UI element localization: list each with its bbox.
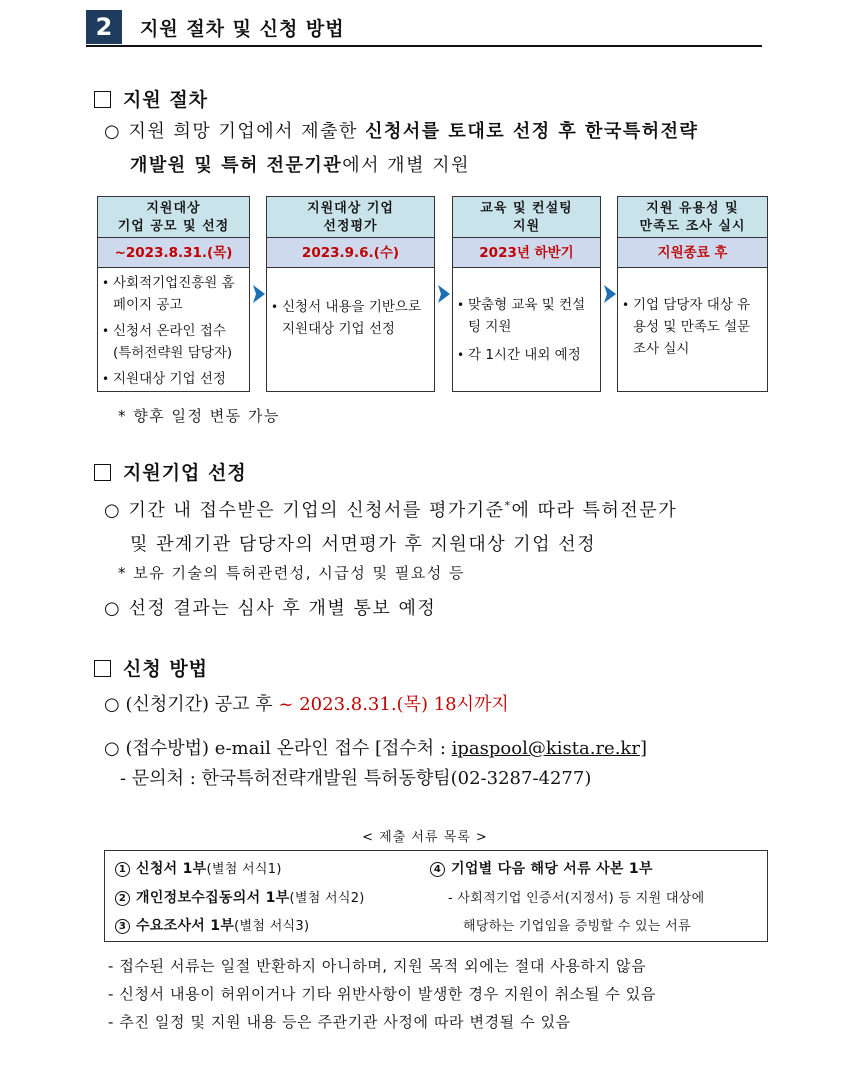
document-item-4-line2: 해당하는 기업임을 증빙할 수 있는 서류 xyxy=(463,919,691,934)
apply-period: ○ (신청기간) 공고 후 ~ 2023.8.31.(목) 18시까지 xyxy=(104,694,509,715)
selection-heading: 지원기업 선정 xyxy=(94,458,247,485)
flow-step-title: 지원 유용성 및 만족도 조사 실시 xyxy=(618,197,767,238)
square-bullet-icon xyxy=(94,464,111,481)
flow-step-1 xyxy=(97,196,250,392)
flow-step-title: 교육 및 컨설팅 지원 xyxy=(453,197,600,238)
flow-step-date: ~2023.8.31.(목) xyxy=(98,238,249,268)
section-divider xyxy=(86,45,762,47)
flow-step-body xyxy=(267,268,434,344)
document-item-2: 2 개인정보수집동의서 1부(별첨 서식2) xyxy=(115,887,365,907)
flow-step-date: 지원종료 후 xyxy=(618,238,767,268)
number-circle: 2 xyxy=(115,891,130,906)
arrow-right-icon xyxy=(436,285,451,303)
documents-box xyxy=(104,850,768,942)
flow-step-body xyxy=(453,268,600,370)
flow-step-body xyxy=(98,268,249,394)
flow-step-4 xyxy=(617,196,768,392)
list-item: • 맞춤형 교육 및 컨설팅 지원 xyxy=(457,294,596,338)
square-bullet-icon xyxy=(94,660,111,677)
section-number: 2 xyxy=(86,10,122,44)
procedure-paragraph: ○ 지원 희망 기업에서 제출한 신청서를 토대로 선정 후 한국특허전략 개발원 및 특허 전문기관에서 개별 지원 xyxy=(104,121,699,176)
list-item: • 사회적기업진흥원 홈페이지 공고 xyxy=(102,272,245,316)
document-item-1: 1 신청서 1부(별첨 서식1) xyxy=(115,858,282,878)
document-item-3: 3 수요조사서 1부(별첨 서식3) xyxy=(115,915,309,935)
flow-step-date: 2023.9.6.(수) xyxy=(267,238,434,268)
footnote-3: - 추진 일정 및 지원 내용 등은 주관기관 사정에 따라 변경될 수 있음 xyxy=(108,1013,571,1031)
documents-caption: < 제출 서류 목록 > xyxy=(362,830,488,845)
apply-heading: 신청 방법 xyxy=(94,654,208,681)
document-item-4-line1: - 사회적기업 인증서(지정서) 등 지원 대상에 xyxy=(448,891,705,906)
procedure-heading: 지원 절차 xyxy=(94,85,208,112)
flow-step-2 xyxy=(266,196,435,392)
list-item: • 신청서 내용을 기반으로 지원대상 기업 선정 xyxy=(271,296,430,340)
contact-info: - 문의처 : 한국특허전략개발원 특허동향팀(02-3287-4277) xyxy=(120,768,592,789)
flow-step-title: 지원대상 기업 선정평가 xyxy=(267,197,434,238)
list-item: • 각 1시간 내외 예정 xyxy=(457,344,596,366)
square-bullet-icon xyxy=(94,91,111,108)
list-item: • 지원대상 기업 선정 xyxy=(102,368,245,390)
document-item-4: 4 기업별 다음 해당 서류 사본 1부 xyxy=(430,858,653,878)
section-title: 지원 절차 및 신청 방법 xyxy=(140,18,345,40)
arrow-right-icon xyxy=(251,285,266,303)
flow-step-body xyxy=(618,268,767,364)
flow-step-date: 2023년 하반기 xyxy=(453,238,600,268)
selection-result: ○ 선정 결과는 심사 후 개별 통보 예정 xyxy=(104,598,437,619)
selection-paragraph: ○ 기간 내 접수받은 기업의 신청서를 평가기준*에 따라 특허전문가 및 관계기관 담당자의 서면평가 후 지원대상 기업 선정 xyxy=(104,499,678,555)
flow-step-title: 지원대상 기업 공모 및 선정 xyxy=(98,197,249,238)
list-item: • 신청서 온라인 접수 (특허전략원 담당자) xyxy=(102,320,245,364)
number-circle: 3 xyxy=(115,919,130,934)
list-item: • 기업 담당자 대상 유용성 및 만족도 설문조사 실시 xyxy=(622,294,763,360)
arrow-right-icon xyxy=(602,285,617,303)
apply-method: ○ (접수방법) e-mail 온라인 접수 [접수처 : ipaspool@kista.re.kr] xyxy=(104,738,647,759)
schedule-note: * 향후 일정 변동 가능 xyxy=(118,407,280,425)
criteria-note: * 보유 기술의 특허관련성, 시급성 및 필요성 등 xyxy=(118,564,465,582)
flow-step-3 xyxy=(452,196,601,392)
footnote-2: - 신청서 내용이 허위이거나 기타 위반사항이 발생한 경우 지원이 취소될 수 있음 xyxy=(108,985,656,1003)
circle-bullet: ○ xyxy=(104,121,122,142)
email-link[interactable]: ipaspool@kista.re.kr xyxy=(451,738,640,759)
footnote-1: - 접수된 서류는 일절 반환하지 아니하며, 지원 목적 외에는 절대 사용하지 않음 xyxy=(108,957,647,975)
number-circle: 4 xyxy=(430,862,445,877)
number-circle: 1 xyxy=(115,862,130,877)
